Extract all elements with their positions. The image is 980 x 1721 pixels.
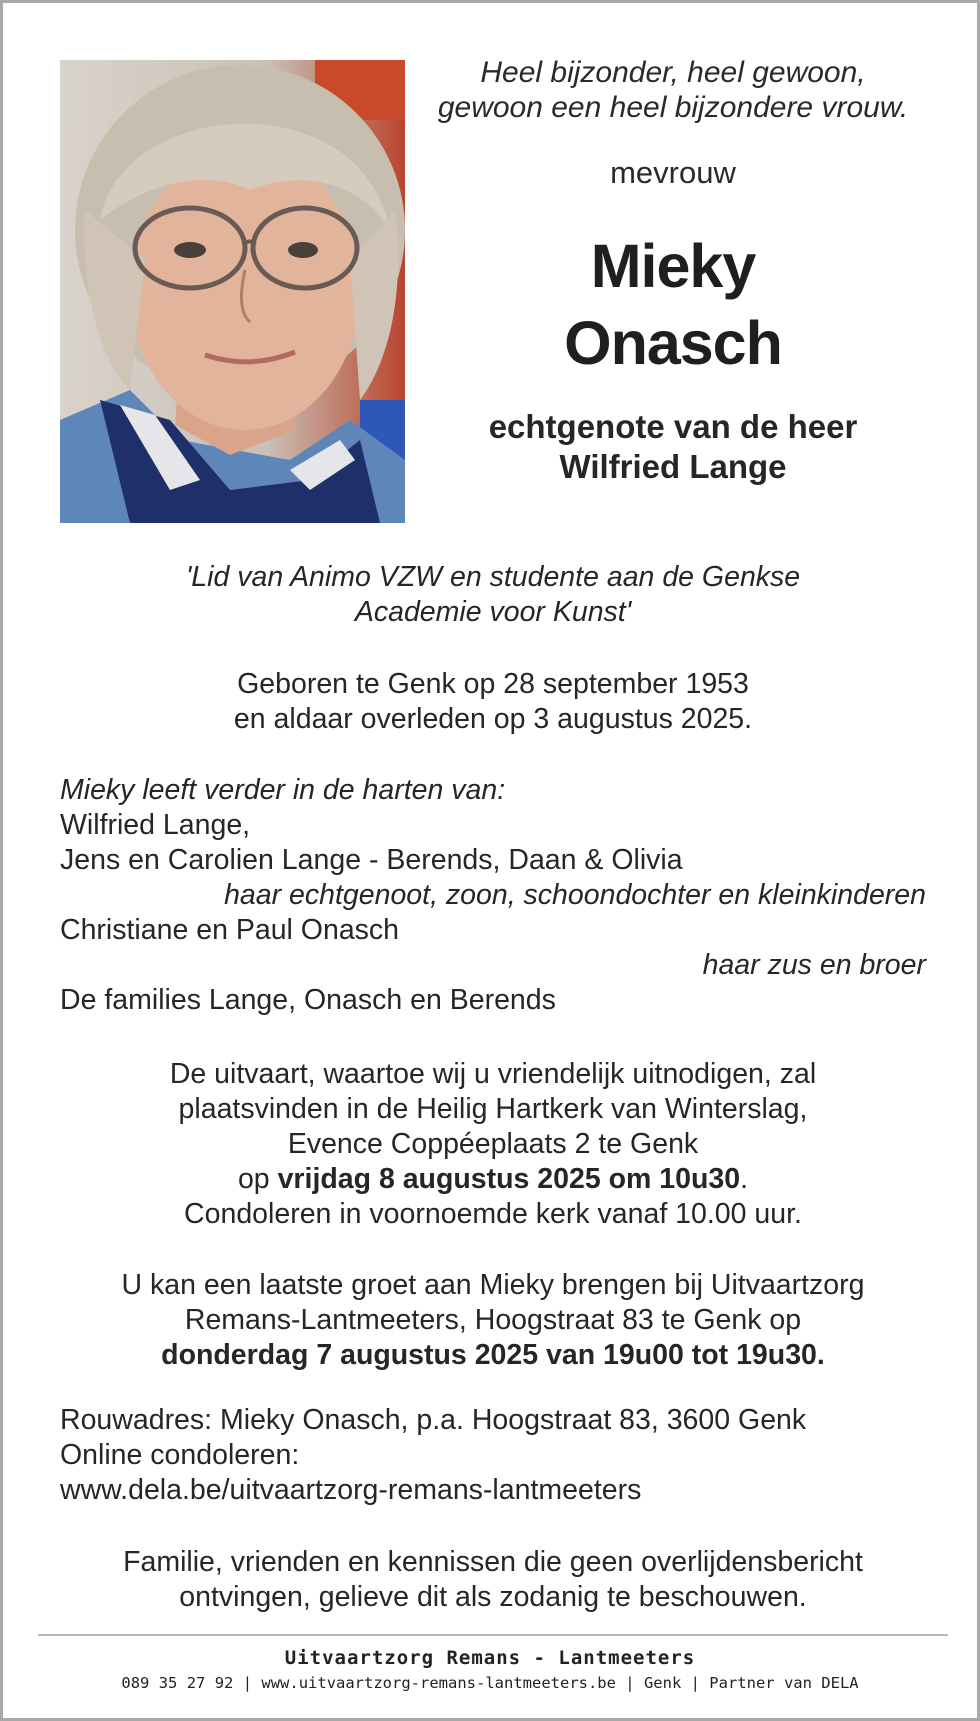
mourner-line: Christiane en Paul Onasch [60,914,400,946]
address-line: Rouwadres: Mieky Onasch, p.a. Hoogstraat 83, 3600 Genk [60,1404,807,1436]
spouse-name: Wilfried Lange [559,448,787,485]
mourning-address [60,1403,926,1508]
quote-line: 'Lid van Animo VZW en studente aan de Genkse [185,561,801,593]
mourners-intro: Mieky leeft verder in de harten van: [60,774,506,806]
footer-divider [38,1634,948,1636]
funeral-date-suffix: . [740,1163,749,1195]
mourners-list [60,773,926,1018]
notice-line: Familie, vrienden en kennissen die geen overlijdensbericht [123,1546,863,1578]
last-name: Onasch [564,309,782,377]
funeral-line: De uitvaart, waartoe wij u vriendelijk uitnodigen, zal [169,1058,817,1090]
condolence-label: Online condoleren: [60,1439,300,1471]
portrait-illustration [60,60,405,523]
verse-line: gewoon een heel bijzondere vrouw. [437,91,909,124]
visit-line: Remans-Lantmeeters, Hoogstraat 83 te Genk op [184,1304,802,1336]
verse-line: Heel bijzonder, heel gewoon, [480,56,866,89]
funeral-info [60,1057,926,1232]
funeral-line: plaatsvinden in de Heilig Hartkerk van Winterslag, [178,1093,808,1125]
notice-line: ontvingen, gelieve dit als zodanig te beschouwen. [179,1581,807,1613]
mourner-relation: haar zus en broer [702,949,926,981]
funeral-line: Evence Coppéeplaats 2 te Genk [287,1128,699,1160]
funeral-line: Condoleren in voornoemde kerk vanaf 10.00 uur. [184,1198,802,1230]
death-line: en aldaar overleden op 3 augustus 2025. [233,703,753,735]
footer-company: Uitvaartzorg Remans - Lantmeeters [284,1647,696,1669]
birth-death-info [60,667,926,737]
portrait-photo [60,60,405,523]
footer-details: 089 35 27 92 | www.uitvaartzorg-remans-lantmeeters.be | Genk | Partner van DELA [121,1674,859,1692]
mourner-line: Jens en Carolien Lange - Berends, Daan & Olivia [60,844,683,876]
mourner-line: Wilfried Lange, [60,809,251,841]
spouse-info [413,407,933,487]
quote-line: Academie voor Kunst' [354,596,632,628]
funeral-date-prefix: op [237,1163,278,1195]
birth-line: Geboren te Genk op 28 september 1953 [237,668,749,700]
spouse-line: echtgenote van de heer [488,408,858,445]
funeral-date-line [60,1162,926,1197]
salutation: mevrouw [610,155,736,190]
mourner-relation: haar echtgenoot, zoon, schoondochter en kleinkinderen [224,879,926,911]
condolence-link[interactable]: www.dela.be/uitvaartzorg-remans-lantmeeters [60,1474,642,1506]
visit-date-text: donderdag 7 augustus 2025 van 19u00 tot 19u30. [161,1339,825,1371]
funeral-date: vrijdag 8 augustus 2025 om 10u30 [277,1163,741,1195]
visitation-info [60,1268,926,1373]
membership-quote [60,560,926,630]
first-name: Mieky [590,232,756,300]
mourner-line: De families Lange, Onasch en Berends [60,984,556,1016]
visit-date [60,1338,926,1373]
notice [60,1545,926,1615]
visit-line: U kan een laatste groet aan Mieky brengen bij Uitvaartzorg [121,1269,865,1301]
verse [413,55,933,125]
